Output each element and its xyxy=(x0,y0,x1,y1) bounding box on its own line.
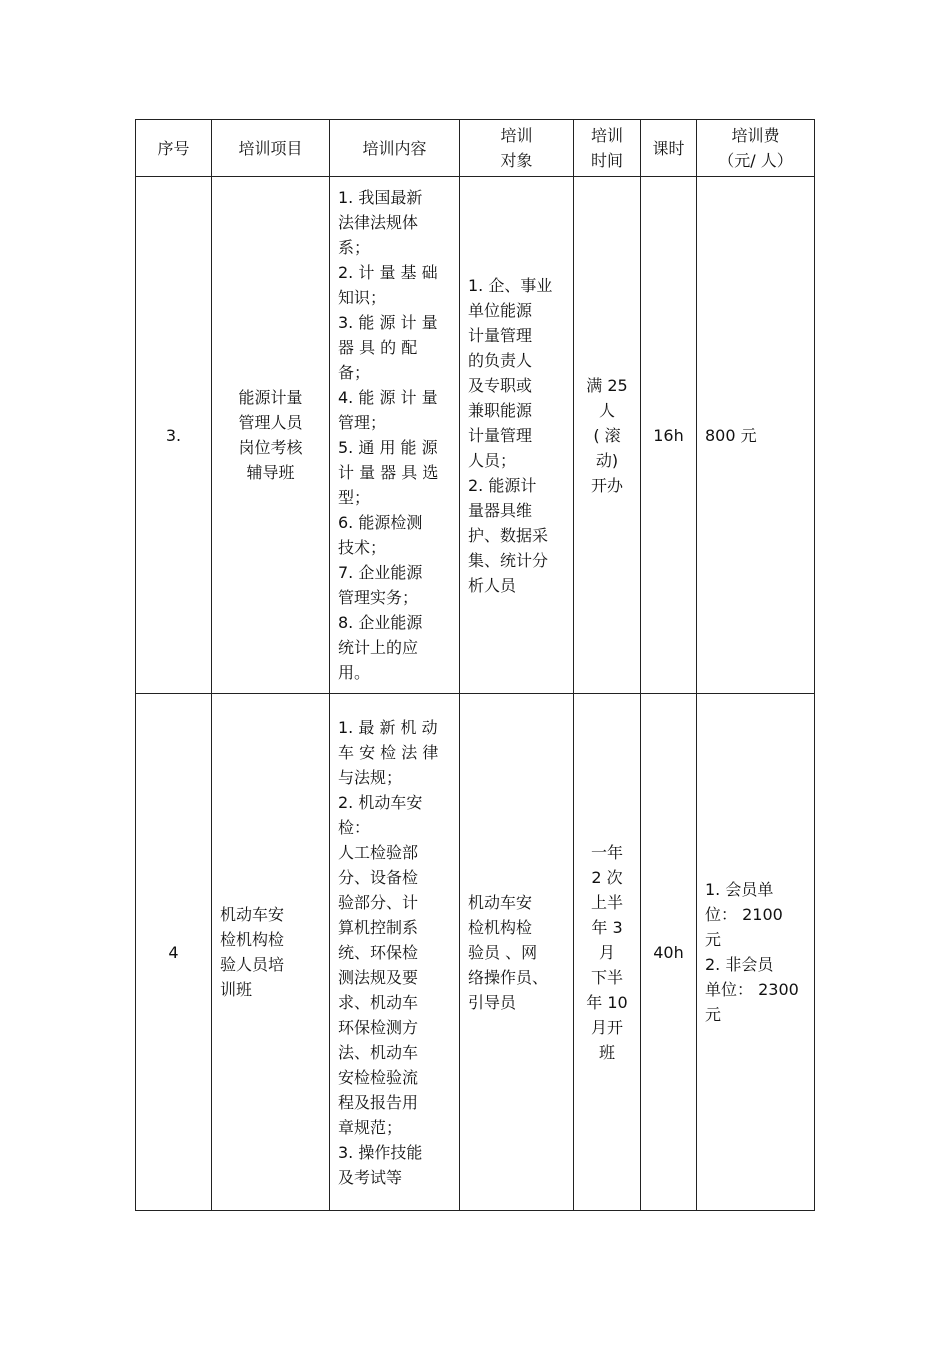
header-project: 培训项目 xyxy=(212,120,330,177)
header-time: 培训 时间 xyxy=(574,120,641,177)
header-target: 培训 对象 xyxy=(460,120,574,177)
table-row xyxy=(136,694,815,1211)
cell-hours: 40h xyxy=(641,694,697,1211)
cell-time: 一年 2 次 上半 年 3 月 下半 年 10 月开 班 xyxy=(574,694,641,1211)
cell-time: 满 25 人 ( 滚 动) 开办 xyxy=(574,177,641,694)
cell-seq: 4 xyxy=(136,694,212,1211)
cell-target: 1. 企、事业 单位能源 计量管理 的负责人 及专职或 兼职能源 计量管理 人员； 2. 能源计 量器具维 护、数据采 集、统计分 析人员 xyxy=(460,177,574,694)
cell-fee: 800 元 xyxy=(697,177,815,694)
cell-seq: 3. xyxy=(136,177,212,694)
cell-content: 1. 最 新 机 动 车 安 检 法 律 与法规； 2. 机动车安 检： 人工检验部 分、设备检 验部分、计 算机控制系 统、环保检 测法规及要 求、机动车 环保检测方 法、机动车 安检检验流 程及报告用 章规范； 3. 操作技能 及考试等 xyxy=(330,694,460,1211)
header-row xyxy=(136,120,815,177)
cell-project: 能源计量 管理人员 岗位考核 辅导班 xyxy=(212,177,330,694)
header-fee: 培训费 （元/ 人） xyxy=(697,120,815,177)
header-hours: 课时 xyxy=(641,120,697,177)
table-row xyxy=(136,177,815,694)
cell-project: 机动车安 检机构检 验人员培 训班 xyxy=(212,694,330,1211)
cell-hours: 16h xyxy=(641,177,697,694)
training-table xyxy=(135,119,815,1211)
header-seq: 序号 xyxy=(136,120,212,177)
header-content: 培训内容 xyxy=(330,120,460,177)
cell-fee: 1. 会员单 位： 2100 元 2. 非会员 单位： 2300 元 xyxy=(697,694,815,1211)
cell-target: 机动车安 检机构检 验员 、网 络操作员、 引导员 xyxy=(460,694,574,1211)
cell-content: 1. 我国最新 法律法规体 系； 2. 计 量 基 础 知识； 3. 能 源 计 量 器 具 的 配 备； 4. 能 源 计 量 管理； 5. 通 用 能 源 计 量 器 具 选 型； 6. 能源检测 技术； 7. 企业能源 管理实务； 8. 企业能源 统计上的应 用。 xyxy=(330,177,460,694)
